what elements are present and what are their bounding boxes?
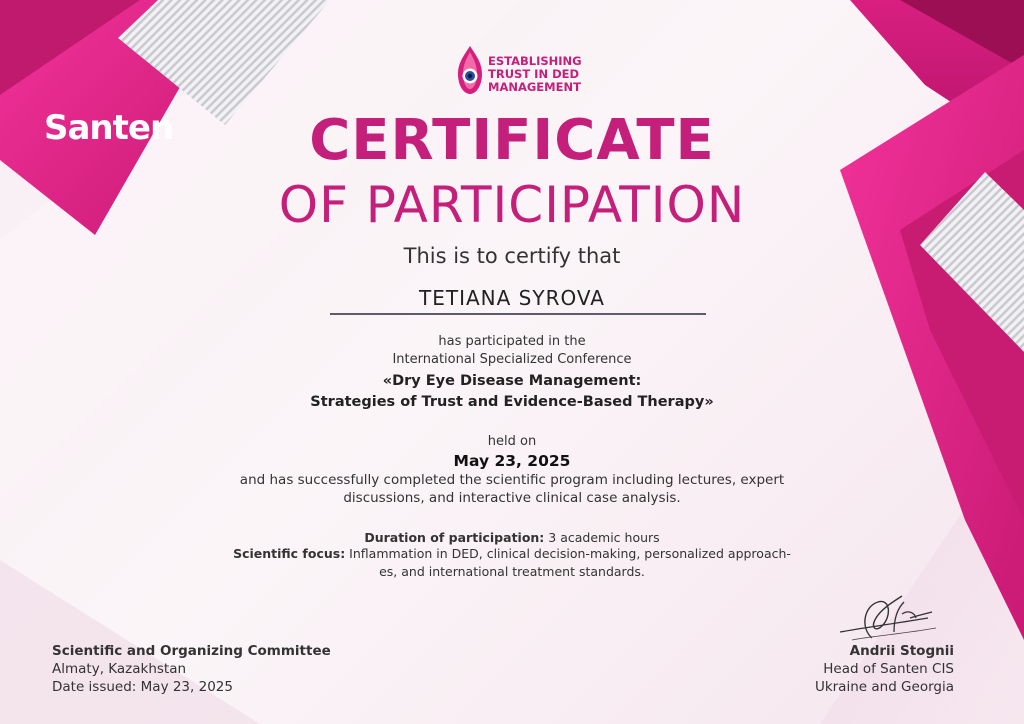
event-eye-logo-icon: [455, 44, 485, 96]
committee-block: [52, 642, 331, 696]
certificate-subtitle: OF PARTICIPATION: [278, 176, 746, 234]
issue-date: Date issued: May 23, 2025: [52, 679, 233, 695]
santen-logo: Santen: [44, 108, 174, 148]
committee-location: Almaty, Kazakhstan: [52, 661, 187, 677]
signatory-region: Ukraine and Georgia: [814, 679, 954, 695]
committee-title: Scientific and Organizing Committee: [52, 643, 331, 659]
event-logo-line: ESTABLISHING: [488, 54, 582, 68]
completion-text: discussions, and interactive clinical case analysis.: [343, 490, 681, 506]
signatory-role: Head of Santen CIS: [823, 661, 954, 677]
focus-value: Inflammation in DED, clinical decision-making, personalized approach-: [345, 546, 791, 561]
duration-label: Duration of participation:: [364, 530, 545, 545]
participated-line: has participated in the: [438, 334, 586, 349]
held-on-label: held on: [487, 434, 537, 449]
recipient-name: TETIANA SYROVA: [419, 286, 605, 310]
signatory-block: [815, 642, 954, 696]
event-date: May 23, 2025: [453, 452, 571, 470]
participated-line: International Specialized Conference: [392, 352, 632, 367]
duration-value: 3 academic hours: [544, 530, 660, 545]
signatory-name: Andrii Stognii: [849, 643, 954, 659]
name-underline: [330, 313, 706, 315]
event-logo-text: [488, 55, 582, 94]
focus-line: [0, 546, 1024, 561]
event-logo-line: MANAGEMENT: [488, 80, 581, 94]
duration-line: [0, 530, 1024, 545]
completion-text: and has successfully completed the scientific program including lectures, expert: [239, 472, 785, 488]
conference-title: Strategies of Trust and Evidence-Based Therapy»: [310, 394, 714, 410]
event-logo-line: TRUST IN DED: [488, 67, 580, 81]
focus-line-continued: es, and international treatment standards.: [379, 564, 645, 579]
certify-text: This is to certify that: [403, 244, 621, 268]
focus-label: Scientific focus:: [233, 546, 346, 561]
certificate-title: CERTIFICATE: [309, 108, 715, 173]
conference-title: «Dry Eye Disease Management:: [382, 373, 642, 389]
